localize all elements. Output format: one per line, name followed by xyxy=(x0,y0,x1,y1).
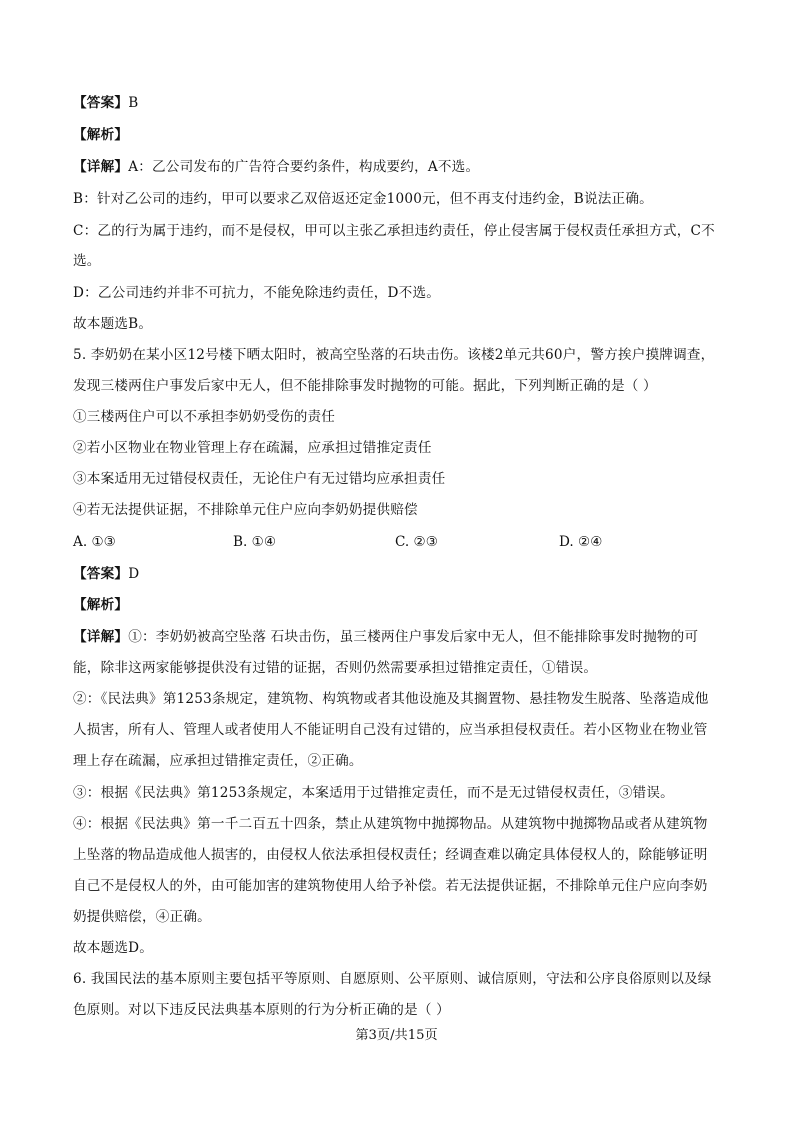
paragraph-line: ②：《民法典》第1253条规定，建筑物、构筑物或者其他设施及其搁置物、悬挂物发生脱落、坠落造成他 xyxy=(73,691,709,707)
paragraph-line: ③：根据《民法典》第1253条规定，本案适用于过错推定责任，而不是无过错侵权责任，③错误。 xyxy=(73,785,674,801)
detail-text: A：乙公司发布的广告符合要约条件，构成要约，A不选。 xyxy=(128,159,480,175)
detail-label: 【详解】 xyxy=(73,159,129,175)
question-stem-line: 发现三楼两住户事发后家中无人，但不能排除事发时抛物的可能。据此，下列判断正确的是（ ） xyxy=(73,378,657,394)
paragraph-line: 故本题选D。 xyxy=(73,940,154,956)
question-stem-line: 色原则。对以下违反民法典基本原则的行为分析正确的是（ ） xyxy=(73,1002,450,1018)
detail-line xyxy=(73,627,728,647)
paragraph-line: 人损害，所有人、管理人或者使用人不能证明自己没有过错的，应当承担侵权责任。若小区物业在物业管 xyxy=(73,722,708,738)
paragraph-line: B：针对乙公司的违约，甲可以要求乙双倍返还定金1000元，但不再支付违约金，B说法正确。 xyxy=(73,191,653,207)
option-b: B. ①④ xyxy=(233,534,277,550)
analysis-label: 【解析】 xyxy=(73,127,129,143)
statement-item: ①三楼两住户可以不承担李奶奶受伤的责任 xyxy=(73,409,336,425)
detail-line xyxy=(73,157,728,177)
option-c: C. ②③ xyxy=(395,534,438,550)
detail-label: 【详解】 xyxy=(73,629,129,645)
page-number: 第3页/共15页 xyxy=(355,1028,438,1043)
answer-value: B xyxy=(128,95,139,111)
paragraph-line: 理上存在疏漏，应承担过错推定责任，②正确。 xyxy=(73,753,363,769)
question-stem-line: 6. 我国民法的基本原则主要包括平等原则、自愿原则、公平原则、诚信原则，守法和公序良俗原则以及绿 xyxy=(73,971,712,987)
paragraph-line: 上坠落的物品造成他人损害的，由侵权人依法承担侵权责任；经调查难以确定具体侵权人的，除能够证明 xyxy=(73,847,708,863)
paragraph-line: 奶提供赔偿，④正确。 xyxy=(73,909,211,925)
answer-label: 【答案】 xyxy=(73,566,129,582)
answer-line xyxy=(73,93,728,113)
statement-item: ③本案适用无过错侵权责任，无论住户有无过错均应承担责任 xyxy=(73,471,446,487)
paragraph-line: 自己不是侵权人的外，由可能加害的建筑物使用人给予补偿。若无法提供证据，不排除单元住户应向李奶 xyxy=(73,878,708,894)
analysis-heading xyxy=(73,125,728,145)
options-row xyxy=(73,532,728,552)
analysis-heading xyxy=(73,595,728,615)
question-stem-line: 5. 李奶奶在某小区12号楼下晒太阳时，被高空坠落的石块击伤。该楼2单元共60户，警方挨户摸牌调查， xyxy=(73,347,715,363)
paragraph-line: 故本题选B。 xyxy=(73,316,153,332)
option-a: A. ①③ xyxy=(73,534,116,550)
paragraph-line: 能，除非这两家能够提供没有过错的证据，否则仍然需要承担过错推定责任，①错误。 xyxy=(73,660,598,676)
statement-item: ④若无法提供证据，不排除单元住户应向李奶奶提供赔偿 xyxy=(73,502,418,518)
paragraph-line: C：乙的行为属于违约，而不是侵权，甲可以主张乙承担违约责任，停止侵害属于侵权责任承担方式，C不 xyxy=(73,223,715,239)
paragraph-line: D：乙公司违约并非不可抗力，不能免除违约责任，D不选。 xyxy=(73,285,441,301)
statement-item: ②若小区物业在物业管理上存在疏漏，应承担过错推定责任 xyxy=(73,440,432,456)
option-d: D. ②④ xyxy=(559,534,603,550)
paragraph-line: ④：根据《民法典》第一千二百五十四条，禁止从建筑物中抛掷物品。从建筑物中抛掷物品或者从建筑物 xyxy=(73,816,708,832)
answer-value: D xyxy=(128,566,140,582)
analysis-label: 【解析】 xyxy=(73,597,129,613)
paragraph-line: 选。 xyxy=(73,253,101,269)
answer-label: 【答案】 xyxy=(73,95,129,111)
detail-text: ①：李奶奶被高空坠落 石块击伤，虽三楼两住户事发后家中无人，但不能排除事发时抛物的可 xyxy=(128,629,699,645)
answer-line xyxy=(73,564,728,584)
